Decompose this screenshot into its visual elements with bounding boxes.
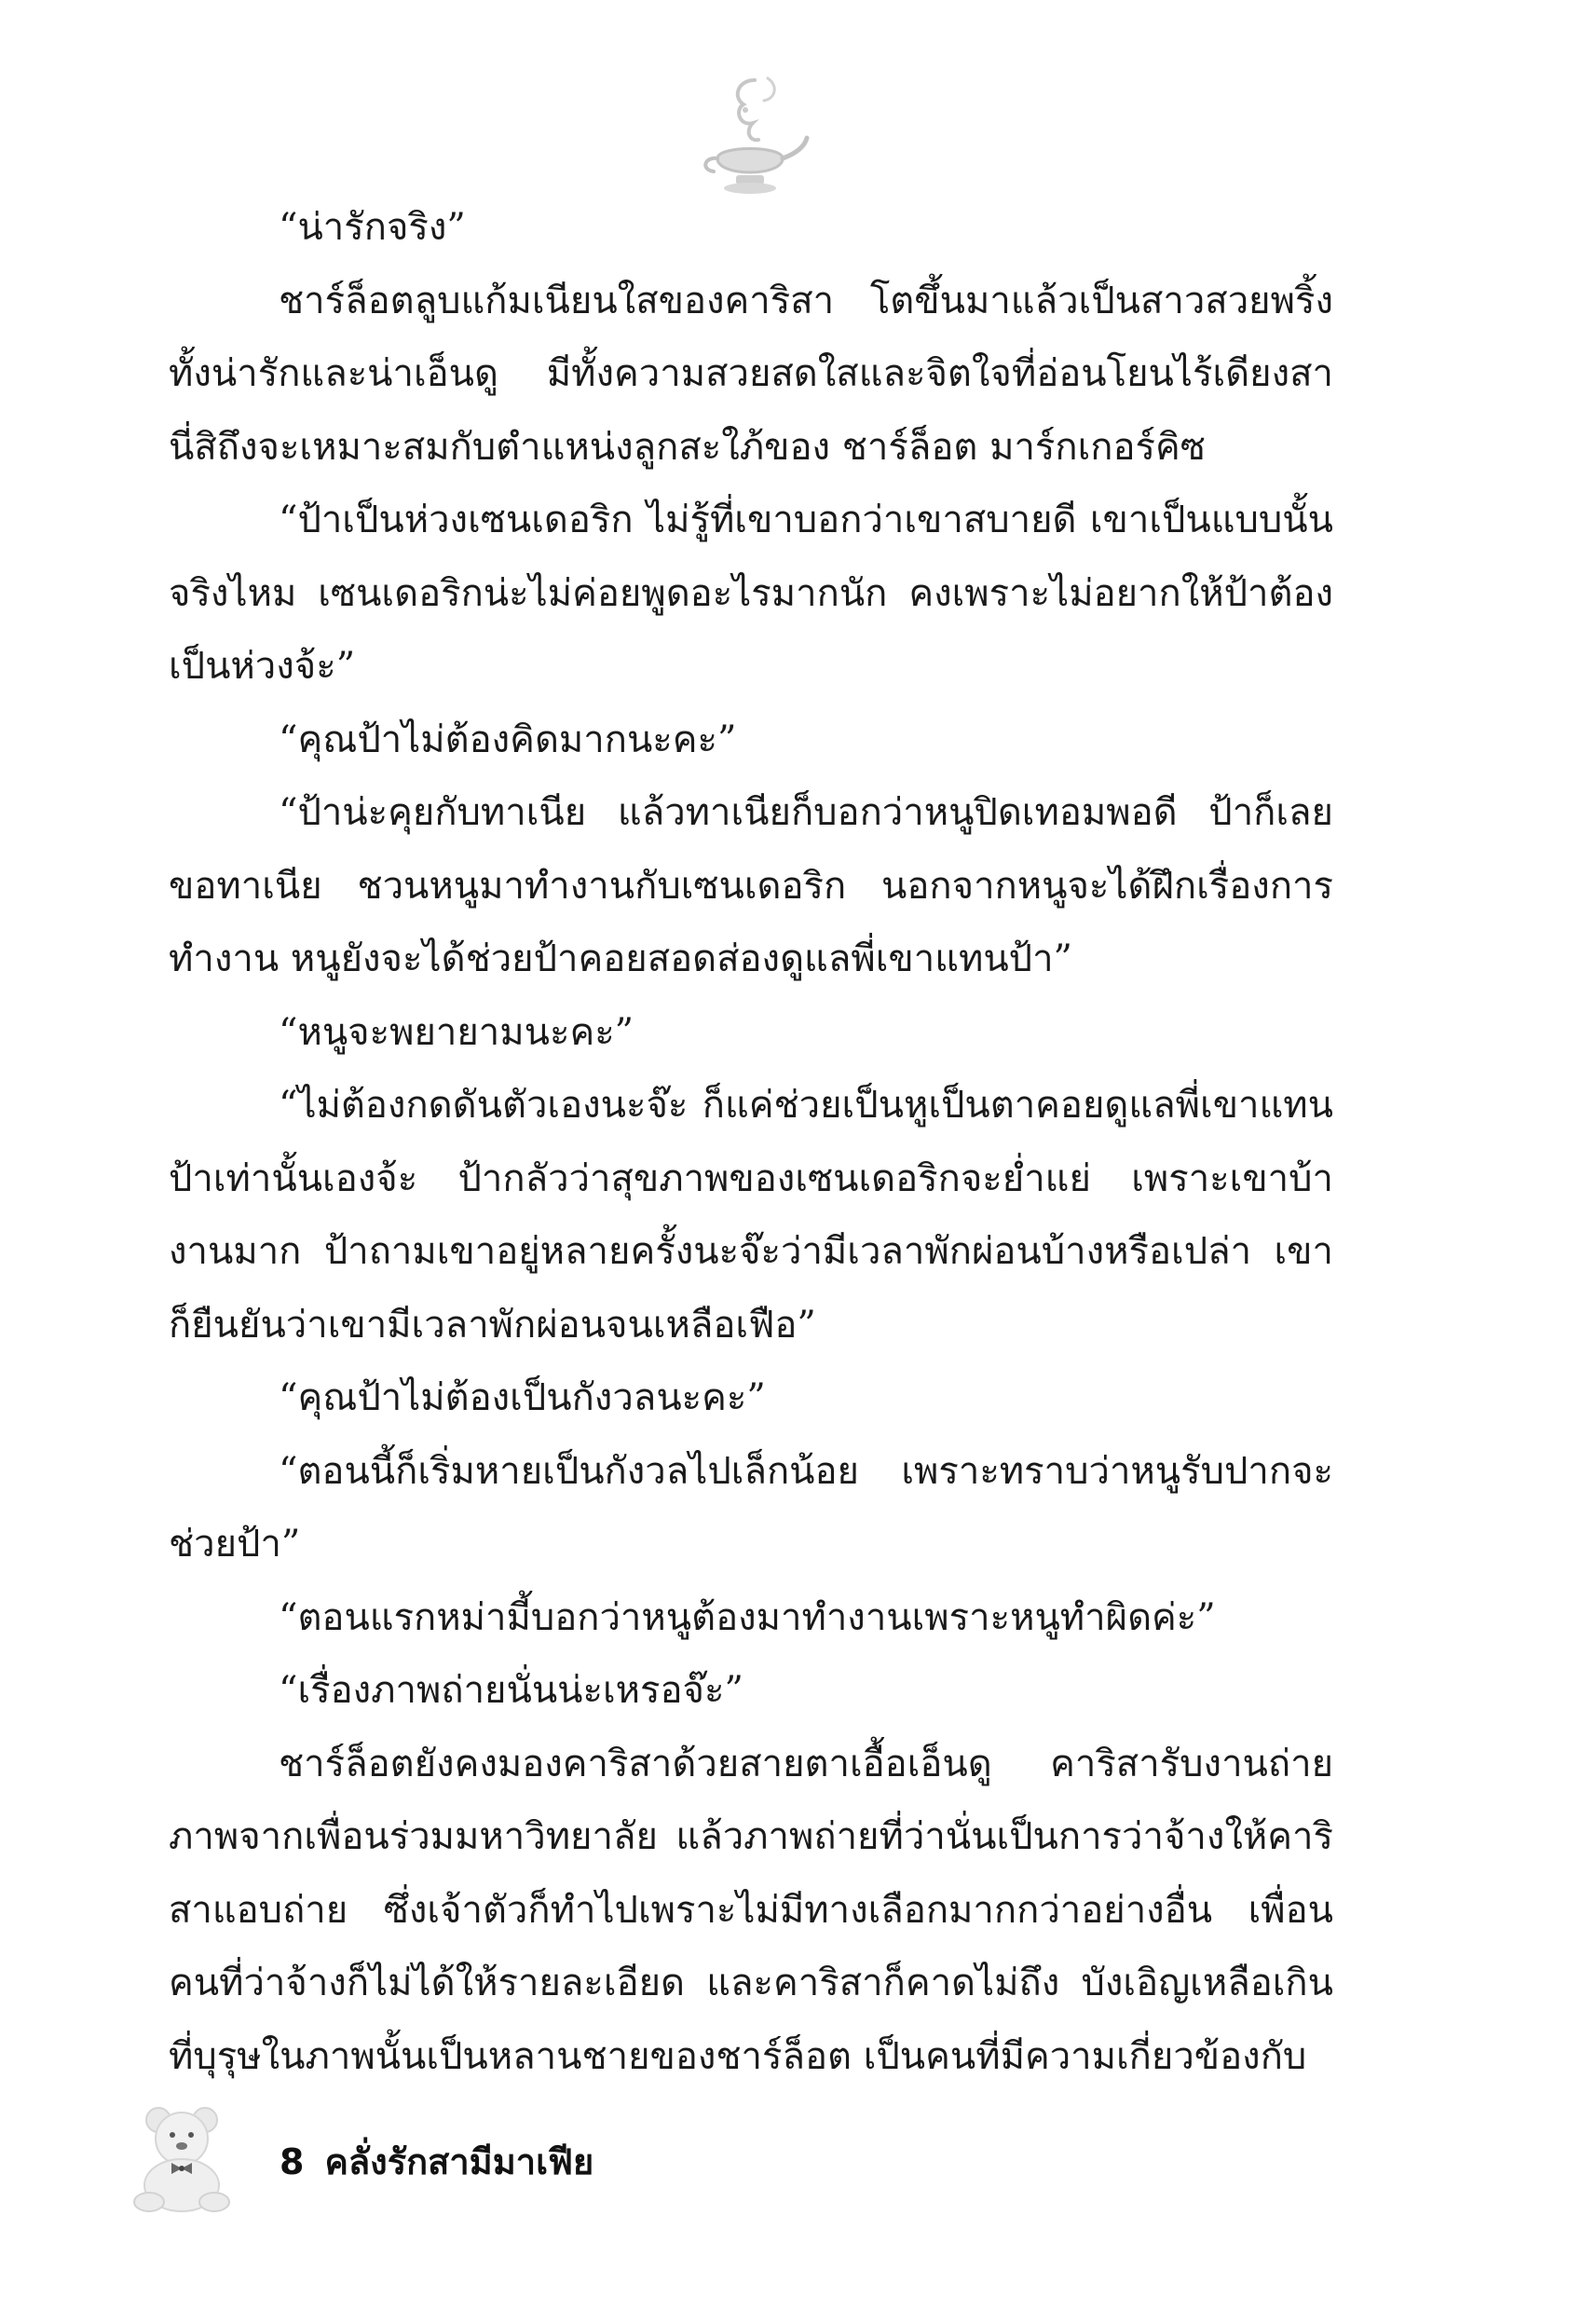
footer-caption bbox=[280, 2139, 614, 2185]
paragraph: “ป้าน่ะคุยกับทาเนีย แล้วทาเนียก็บอกว่าหนูปิดเทอมพอดี ป้าก็เลยขอทาเนีย ชวนหนูมาทำงานกับเซนเดอริก นอกจากหนูจะได้ฝึกเรื่องการทำงาน หนูยังจะได้ช่วยป้าคอยสอดส่องดูแลพี่เขาแทนป้า” bbox=[169, 791, 1333, 980]
page-number: 8 bbox=[280, 2141, 305, 2182]
paragraph: “ตอนนี้ก็เริ่มหายเป็นกังวลไปเล็กน้อย เพราะทราบว่าหนูรับปากจะช่วยป้า” bbox=[169, 1449, 1333, 1566]
body-text bbox=[169, 191, 1333, 2093]
paragraph: “เรื่องภาพถ่ายนั่นน่ะเหรอจ๊ะ” bbox=[279, 1669, 743, 1712]
paragraph: ชาร์ล็อตลูบแก้มเนียนใสของคาริสา โตขึ้นมาแล้วเป็นสาวสวยพริ้ง ทั้งน่ารักและน่าเอ็นดู มีทั้งความสวยสดใสและจิตใจที่อ่อนโยนไร้เดียงสา นี่สิถึงจะเหมาะสมกับตำแหน่งลูกสะใภ้ของ ชาร์ล็อต มาร์กเกอร์คิซ bbox=[169, 279, 1333, 469]
paragraph: “ป้าเป็นห่วงเซนเดอริก ไม่รู้ที่เขาบอกว่าเขาสบายดี เขาเป็นแบบนั้นจริงไหม เซนเดอริกน่ะไม่ค่อยพูดอะไรมากนัก คงเพราะไม่อยากให้ป้าต้องเป็นห่วงจ้ะ” bbox=[169, 499, 1333, 688]
paragraph: “หนูจะพยายามนะคะ” bbox=[279, 1010, 634, 1054]
paragraph: ชาร์ล็อตยังคงมองคาริสาด้วยสายตาเอื้อเอ็นดู คาริสารับงานถ่ายภาพจากเพื่อนร่วมมหาวิทยาลัย แล้วภาพถ่ายที่ว่านั่นเป็นการว่าจ้างให้คาริสาแอบถ่าย ซึ่งเจ้าตัวก็ทำไปเพราะไม่มีทางเลือกมากกว่าอย่างอื่น เพื่อนคนที่ว่าจ้างก็ไม่ได้ให้รายละเอียด และคาริสาก็คาดไม่ถึง บังเอิญเหลือเกินที่บุรุษในภาพนั้นเป็นหลานชายของชาร์ล็อต เป็นคนที่มีความเกี่ยวข้องกับ bbox=[169, 1742, 1333, 2078]
paragraph: “ไม่ต้องกดดันตัวเองนะจ๊ะ ก็แค่ช่วยเป็นหูเป็นตาคอยดูแลพี่เขาแทนป้าเท่านั้นเองจ้ะ ป้ากลัวว่าสุขภาพของเซนเดอริกจะย่ำแย่ เพราะเขาบ้างานมาก ป้าถามเขาอยู่หลายครั้งนะจ๊ะว่ามีเวลาพักผ่อนบ้างหรือเปล่า เขาก็ยืนยันว่าเขามีเวลาพักผ่อนจนเหลือเฟือ” bbox=[169, 1084, 1333, 1347]
page-footer bbox=[130, 2101, 783, 2241]
book-title: คลั่งรักสามีมาเฟีย bbox=[324, 2141, 594, 2182]
teddy-bear-icon bbox=[130, 2101, 233, 2213]
genie-lamp-icon bbox=[689, 73, 811, 203]
paragraph: “คุณป้าไม่ต้องคิดมากนะคะ” bbox=[279, 718, 737, 761]
paragraph: “น่ารักจริง” bbox=[279, 206, 466, 249]
paragraph: “ตอนแรกหม่ามี้บอกว่าหนูต้องมาทำงานเพราะหนูทำผิดค่ะ” bbox=[279, 1595, 1216, 1639]
paragraph: “คุณป้าไม่ต้องเป็นกังวลนะคะ” bbox=[279, 1376, 766, 1419]
